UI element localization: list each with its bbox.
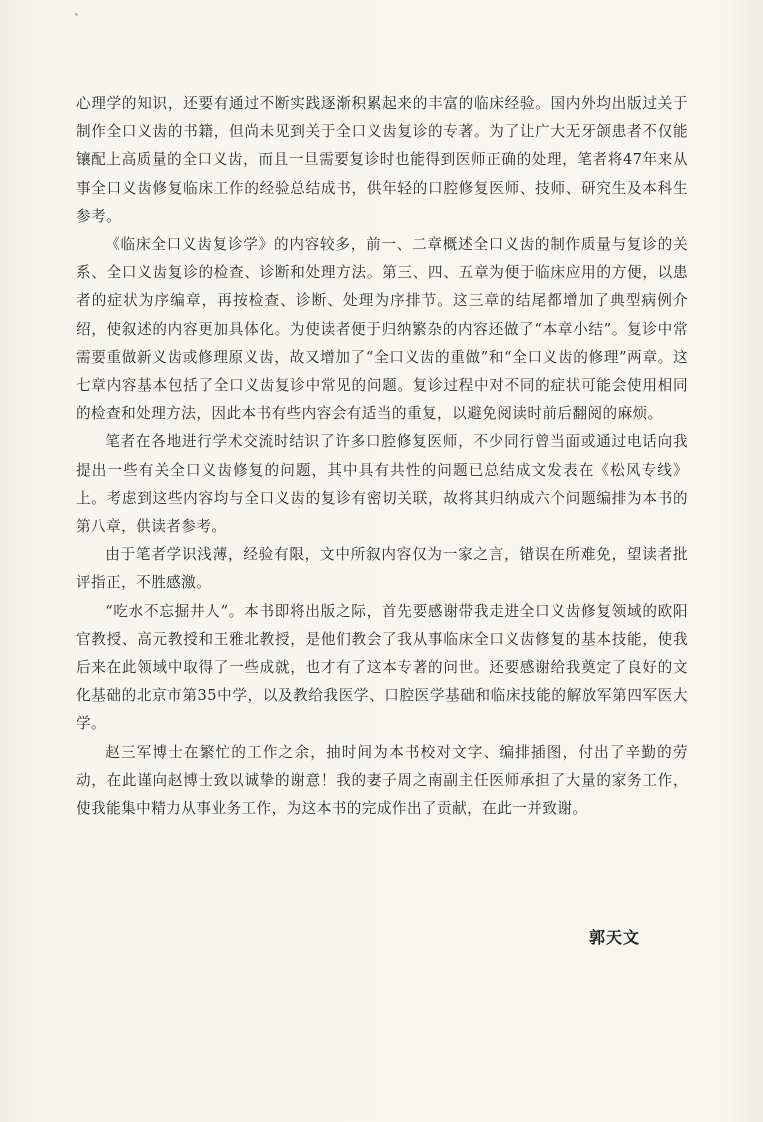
scan-speck [75, 13, 78, 16]
paragraph-4: 由于笔者学识浅薄，经验有限，文中所叙内容仅为一家之言，错误在所难免，望读者批评指正，不胜感激。 [76, 546, 688, 592]
paragraph-3: 笔者在各地进行学术交流时结识了许多口腔修复医师，不少同行曾当面或通过电话向我提出一些有关全口义齿修复的问题，其中具有共性的问题已总结成文发表在《松风专线》上。考虑到这些内容均与全口义齿的复诊有密切关联，故将其归纳成六个问题编排为本书的第八章，供读者参考。 [76, 433, 688, 536]
paragraph-1: 心理学的知识，还要有通过不断实践逐渐积累起来的丰富的临床经验。国内外均出版过关于制作全口义齿的书籍，但尚未见到关于全口义齿复诊的专著。为了让广大无牙颌患者不仅能镶配上高质量的全口义齿，而且一旦需要复诊时也能得到医师正确的处理，笔者将47年来从事全口义齿修复临床工作的经验总结成书，供年轻的口腔修复医师、技师、研究生及本科生参考。 [76, 95, 688, 225]
author-signature: 郭天文 [588, 928, 640, 947]
preface-body [76, 90, 688, 823]
paragraph-5: “吃水不忘掘井人”。本书即将出版之际，首先要感谢带我走进全口义齿修复领域的欧阳官教授、高元教授和王雅北教授，是他们教会了我从事临床全口义齿修复的基本技能，使我后来在此领域中取得了一些成就，也才有了这本专著的问世。还要感谢给我奠定了良好的文化基础的北京市第35中学，以及教给我医学、口腔医学基础和临床技能的解放军第四军医大学。 [76, 602, 688, 733]
paragraph-2: 《临床全口义齿复诊学》的内容较多，前一、二章概述全口义齿的制作质量与复诊的关系、全口义齿复诊的检查、诊断和处理方法。第三、四、五章为便于临床应用的方便，以患者的症状为序编章，再按检查、诊断、处理为序排节。这三章的结尾都增加了典型病例介绍，使叙述的内容更加具体化。为使读者便于归纳繁杂的内容还做了“本章小结”。复诊中常需要重做新义齿或修理原义齿，故又增加了“全口义齿的重做”和“全口义齿的修理”两章。这七章内容基本包括了全口义齿复诊中常见的问题。复诊过程中对不同的症状可能会使用相同的检查和处理方法，因此本书有些内容会有适当的重复，以避免阅读时前后翻阅的麻烦。 [76, 236, 688, 423]
paragraph-6: 赵三军博士在繁忙的工作之余，抽时间为本书校对文字、编排插图，付出了辛勤的劳动，在此谨向赵博士致以诚挚的谢意！我的妻子周之南副主任医师承担了大量的家务工作，使我能集中精力从事业务工作，为这本书的完成作出了贡献，在此一并致谢。 [76, 743, 688, 818]
